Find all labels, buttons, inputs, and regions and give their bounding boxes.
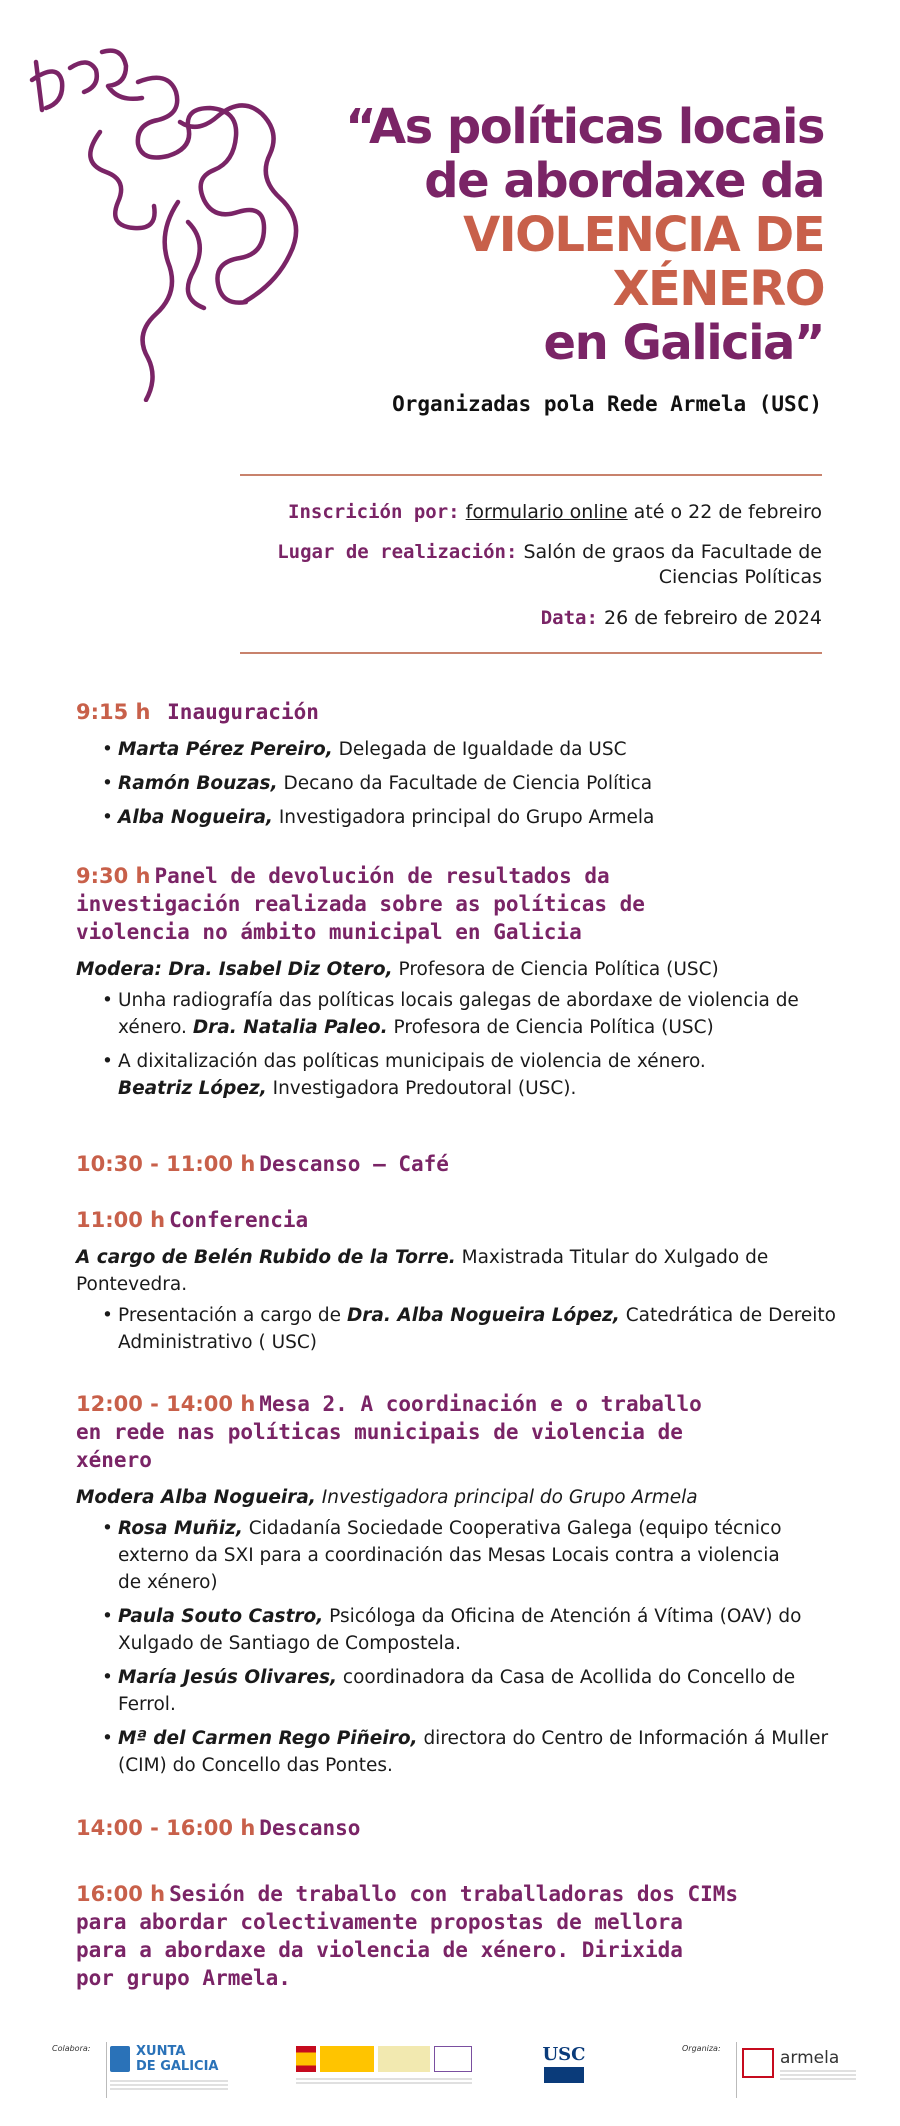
speaker-name: Rosa Muñiz, bbox=[118, 1518, 243, 1539]
venue-info bbox=[202, 540, 822, 590]
speaker-name: Dra. Alba Nogueira López, bbox=[346, 1305, 620, 1326]
speaker-name: Beatriz López, bbox=[118, 1078, 267, 1099]
moderator-line bbox=[76, 956, 836, 983]
speaker-name: Paula Souto Castro, bbox=[118, 1606, 324, 1627]
session-title bbox=[76, 1390, 836, 1474]
list-item bbox=[102, 987, 836, 1041]
registration-info bbox=[202, 500, 822, 525]
list-item bbox=[102, 1725, 836, 1779]
xunta-text bbox=[136, 2044, 219, 2074]
session-time: 9:15 h bbox=[76, 700, 151, 724]
list-item bbox=[102, 804, 836, 831]
session-workshop bbox=[76, 1880, 836, 1992]
moderator-name: Modera Alba Nogueira, bbox=[76, 1487, 316, 1508]
title-line-4: XÉNERO bbox=[612, 261, 824, 317]
session-coffee-break bbox=[76, 1150, 836, 1178]
participant-list bbox=[102, 1515, 836, 1779]
title-line-1: “As políticas locais bbox=[345, 99, 824, 155]
speaker-role: Catedrática de Dereito bbox=[619, 1305, 836, 1326]
talk-title: • A dixitalización das políticas municipais de violencia de xénero. bbox=[118, 1051, 706, 1072]
moderator-line bbox=[76, 1484, 836, 1511]
speaker-role: Profesora de Ciencia Política (USC) bbox=[387, 1017, 714, 1038]
poster-title bbox=[264, 100, 824, 370]
session-time: 14:00 - 16:00 h bbox=[76, 1816, 256, 1840]
list-item bbox=[102, 736, 836, 763]
armela-logo bbox=[742, 2048, 858, 2092]
footer-divider bbox=[736, 2042, 737, 2098]
session-name-line: para abordar colectivamente propostas de mellora bbox=[76, 1910, 683, 1934]
date-info bbox=[202, 606, 822, 631]
session-time: 16:00 h bbox=[76, 1882, 166, 1906]
session-title bbox=[76, 1814, 836, 1842]
list-item bbox=[102, 1048, 836, 1102]
session-name-line: xénero bbox=[76, 1448, 152, 1472]
presenter-intro: Presentación a cargo de bbox=[118, 1305, 347, 1326]
colabora-label: Colabora: bbox=[52, 2044, 91, 2053]
session-title bbox=[76, 1150, 836, 1178]
venue-label: Lugar de realización: bbox=[277, 541, 518, 563]
title-line-2: de abordaxe da bbox=[424, 153, 824, 209]
registration-label: Inscrición por: bbox=[288, 501, 460, 523]
talk-title: • Unha radiografía das políticas locais galegas de abordaxe de violencia de bbox=[118, 990, 799, 1011]
speaker-list bbox=[102, 736, 836, 831]
talk-title-end: xénero. bbox=[118, 1017, 193, 1038]
venue-line-2: Ciencias Políticas bbox=[658, 566, 822, 588]
organizer-subtitle: Organizadas pola Rede Armela (USC) bbox=[392, 392, 822, 416]
session-time: 10:30 - 11:00 h bbox=[76, 1152, 256, 1176]
moderator-role: Investigadora principal do Grupo Armela bbox=[315, 1487, 698, 1508]
list-item bbox=[102, 1515, 836, 1596]
speaker-role: directora do Centro de Información á Muller bbox=[417, 1728, 829, 1749]
armela-text: armela bbox=[780, 2048, 840, 2068]
session-inauguration bbox=[76, 698, 836, 838]
speaker-role: Delegada de Igualdade da USC bbox=[332, 739, 627, 760]
session-name-line: por grupo Armela. bbox=[76, 1966, 291, 1990]
moderator-name: Modera: Dra. Isabel Diz Otero, bbox=[76, 959, 393, 980]
session-time: 11:00 h bbox=[76, 1208, 166, 1232]
gobierno-fineprint bbox=[296, 2078, 472, 2086]
session-name: Inauguración bbox=[167, 700, 319, 724]
speaker-role: coordinadora da Casa de Acollida do Concello de bbox=[337, 1667, 796, 1688]
speaker-role-cont: Administrativo ( USC) bbox=[118, 1332, 317, 1353]
list-item bbox=[102, 1664, 836, 1718]
sponsor-footer bbox=[48, 2040, 860, 2110]
xunta-logo bbox=[110, 2044, 230, 2094]
speaker-role: Maxistrada Titular do Xulgado de bbox=[455, 1247, 769, 1268]
registration-deadline: até o 22 de febreiro bbox=[627, 501, 822, 523]
footer-divider bbox=[106, 2042, 107, 2098]
xunta-line-1: XUNTA bbox=[136, 2044, 186, 2059]
xunta-line-2: DE GALICIA bbox=[136, 2059, 219, 2074]
speaker-name: Marta Pérez Pereiro, bbox=[118, 739, 333, 760]
usc-text: USC bbox=[542, 2044, 586, 2065]
ministerio-block bbox=[320, 2046, 374, 2072]
speaker-role-cont: Ferrol. bbox=[118, 1694, 176, 1715]
xunta-shield-icon bbox=[110, 2046, 130, 2072]
session-name: Conferencia bbox=[169, 1208, 309, 1232]
session-name-line: para a abordaxe da violencia de xénero. Dirixida bbox=[76, 1938, 683, 1962]
usc-logo bbox=[538, 2044, 590, 2090]
speaker-name: María Jesús Olivares, bbox=[118, 1667, 338, 1688]
venue-line-1: Salón de graos da Facultade de bbox=[523, 541, 822, 563]
session-title bbox=[76, 1206, 836, 1234]
armela-fineprint bbox=[780, 2070, 856, 2080]
session-title bbox=[76, 862, 836, 946]
session-panel bbox=[76, 862, 836, 1109]
speaker-role: Cidadanía Sociedade Cooperativa Galega (equipo técnico bbox=[242, 1518, 782, 1539]
spain-flag-icon bbox=[296, 2046, 316, 2072]
speaker-role-cont: (CIM) do Concello das Pontes. bbox=[118, 1755, 393, 1776]
session-title bbox=[76, 1880, 836, 1992]
session-name-line: Mesa 2. A coordinación e o traballo bbox=[259, 1392, 702, 1416]
session-conference bbox=[76, 1206, 836, 1363]
list-item bbox=[102, 1603, 836, 1657]
speaker-name: Dra. Natalia Paleo. bbox=[192, 1017, 388, 1038]
session-time: 9:30 h bbox=[76, 864, 151, 888]
speaker-role-cont: de xénero) bbox=[118, 1572, 218, 1593]
presenter-list bbox=[102, 1302, 836, 1356]
session-time: 12:00 - 14:00 h bbox=[76, 1392, 256, 1416]
speaker-role: Psicóloga da Oficina de Atención á Vítima (OAV) do bbox=[323, 1606, 802, 1627]
session-name-line: violencia no ámbito municipal en Galicia bbox=[76, 920, 582, 944]
session-name-line: en rede nas políticas municipais de violencia de bbox=[76, 1420, 683, 1444]
session-name-line: Panel de devolución de resultados da bbox=[154, 864, 610, 888]
session-mesa-2 bbox=[76, 1390, 836, 1786]
speaker-name: Alba Nogueira, bbox=[118, 807, 273, 828]
speaker-name: Mª del Carmen Rego Piñeiro, bbox=[118, 1728, 418, 1749]
date-value: 26 de febreiro de 2024 bbox=[603, 607, 822, 629]
conference-intro bbox=[76, 1244, 836, 1298]
speaker-role: Decano da Facultade de Ciencia Política bbox=[277, 773, 653, 794]
usc-bar bbox=[544, 2067, 584, 2083]
speaker-name: A cargo de Belén Rubido de la Torre. bbox=[76, 1247, 456, 1268]
speaker-role: Investigadora principal do Grupo Armela bbox=[272, 807, 655, 828]
divider-bottom bbox=[240, 652, 822, 654]
ministerio-igualdade-block bbox=[378, 2046, 430, 2072]
armela-symbol-icon bbox=[742, 2048, 774, 2078]
gobierno-espana-logo bbox=[296, 2046, 474, 2090]
online-form-link[interactable]: formulario online bbox=[465, 501, 628, 523]
session-name-line: Sesión de traballo con traballadoras dos CIMs bbox=[169, 1882, 739, 1906]
list-item bbox=[102, 770, 836, 797]
session-name: Descanso – Café bbox=[259, 1152, 449, 1176]
title-line-3: VIOLENCIA DE bbox=[463, 207, 824, 263]
axencia-investigacion-block bbox=[434, 2046, 472, 2072]
moderator-role: Profesora de Ciencia Política (USC) bbox=[392, 959, 719, 980]
session-title bbox=[76, 698, 836, 726]
session-name-line: investigación realizada sobre as políticas de bbox=[76, 892, 645, 916]
speaker-role-cont: Xulgado de Santiago de Compostela. bbox=[118, 1633, 461, 1654]
speaker-name: Ramón Bouzas, bbox=[118, 773, 278, 794]
talk-list bbox=[102, 987, 836, 1102]
title-line-5: en Galicia” bbox=[543, 315, 824, 371]
speaker-role-cont: externo da SXI para a coordinación das Mesas Locais contra a violencia bbox=[118, 1545, 780, 1566]
speaker-role: Investigadora Predoutoral (USC). bbox=[266, 1078, 577, 1099]
session-name: Descanso bbox=[259, 1816, 361, 1840]
list-item bbox=[102, 1302, 836, 1356]
xunta-fineprint bbox=[110, 2080, 228, 2092]
session-break bbox=[76, 1814, 836, 1842]
organiza-label: Organiza: bbox=[682, 2044, 721, 2053]
date-label: Data: bbox=[540, 607, 598, 629]
speaker-role-cont: Pontevedra. bbox=[76, 1274, 188, 1295]
divider-top bbox=[240, 474, 822, 476]
